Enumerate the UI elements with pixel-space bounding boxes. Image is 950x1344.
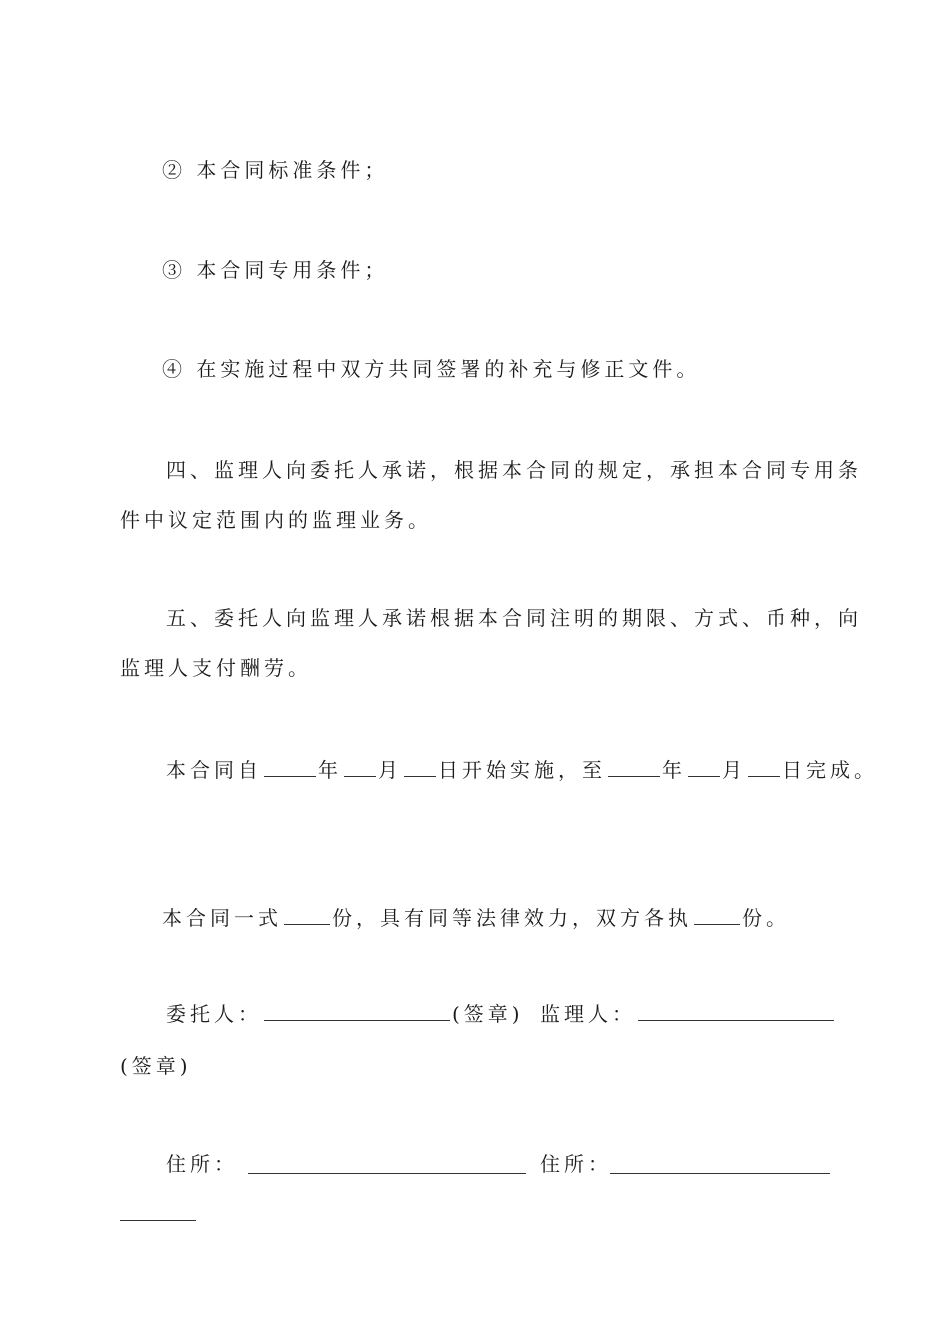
- start-year-blank: [264, 758, 316, 777]
- supervisor-signature-blank: [638, 1002, 834, 1021]
- copies-prefix: 本合同一式: [162, 906, 282, 930]
- client-signature-blank: [264, 1002, 450, 1021]
- client-address-blank: [248, 1173, 526, 1174]
- contract-period-line: [166, 758, 878, 782]
- month-label: 月: [378, 758, 402, 782]
- signature-line: [166, 1002, 524, 1026]
- supervisor-address-blank: [610, 1173, 830, 1174]
- copies-line: [162, 906, 790, 930]
- end-year-blank: [608, 758, 660, 777]
- year-label: 年: [318, 758, 342, 782]
- client-seal: (签章): [452, 1002, 524, 1026]
- supervisor-address-label: 住所：: [540, 1152, 612, 1176]
- supervisor-label: 监理人：: [540, 1002, 636, 1026]
- supervisor-address-blank-continued: [120, 1220, 196, 1221]
- clause-item-3: ③ 本合同专用条件；: [162, 258, 389, 282]
- paragraph-5-line-1: 五、委托人向监理人承诺根据本合同注明的期限、方式、币种，向: [166, 606, 862, 630]
- paragraph-4-line-1: 四、监理人向委托人承诺，根据本合同的规定，承担本合同专用条: [166, 458, 862, 482]
- copies-suffix: 份。: [742, 906, 790, 930]
- supervisor-signature: [540, 1002, 836, 1026]
- end-day-blank: [748, 758, 780, 777]
- clause-item-4: ④ 在实施过程中双方共同签署的补充与修正文件。: [162, 357, 701, 381]
- paragraph-5-line-2: 监理人支付酬劳。: [120, 656, 312, 680]
- start-day-blank: [404, 758, 436, 777]
- end-month-blank: [688, 758, 720, 777]
- month-label-2: 月: [722, 758, 746, 782]
- total-copies-blank: [284, 906, 330, 925]
- client-label: 委托人：: [166, 1002, 262, 1026]
- year-label-2: 年: [662, 758, 686, 782]
- day-end-label: 日完成。: [782, 758, 878, 782]
- supervisor-seal: (签章): [120, 1054, 192, 1078]
- client-address-label: 住所：: [166, 1152, 238, 1176]
- period-prefix: 本合同自: [166, 758, 262, 782]
- paragraph-4-line-2: 件中议定范围内的监理业务。: [120, 508, 432, 532]
- copies-mid: 份，具有同等法律效力，双方各执: [332, 906, 692, 930]
- start-month-blank: [344, 758, 376, 777]
- clause-item-2: ② 本合同标准条件；: [162, 158, 389, 182]
- day-start-label: 日开始实施，至: [438, 758, 606, 782]
- each-copies-blank: [694, 906, 740, 925]
